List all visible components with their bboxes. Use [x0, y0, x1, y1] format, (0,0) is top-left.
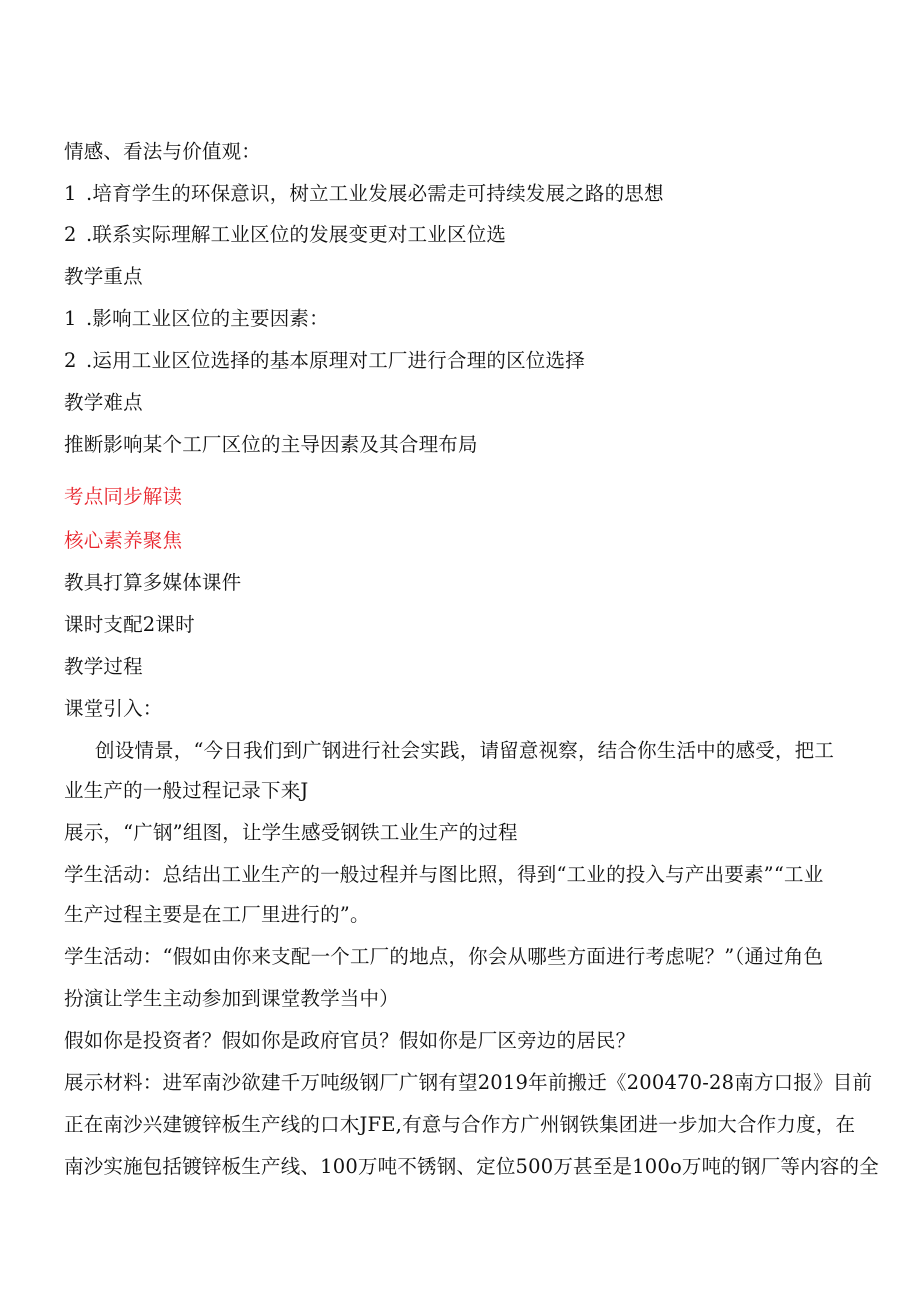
list-number: 1 [64, 307, 77, 330]
list-number: 1 [64, 182, 77, 205]
activity-1-line-2: 生产过程主要是在工厂里进行的”。 [64, 903, 370, 926]
attitude-item-1 [64, 181, 864, 207]
list-item-text: .联系实际理解工业区位的发展变更对工业区位选 [86, 223, 507, 246]
list-item-text: .影响工业区位的主要因素： [86, 307, 329, 330]
sync-heading: 考点同步解读 [64, 485, 183, 508]
hours-line: 课时支配2课时 [64, 613, 195, 636]
roles-line: 假如你是投资者？假如你是政府官员？假如你是厂区旁边的居民？ [64, 1029, 636, 1052]
attitude-item-2 [64, 222, 864, 248]
activity-2-line-1: 学生活动：“假如由你来支配一个工厂的地点，你会从哪些方面进行考虑呢？”（通过角色 [64, 945, 824, 968]
activity-2-line-2: 扮演让学生主动参加到课堂教学当中） [64, 987, 399, 1010]
attitude-heading: 情感、看法与价值观： [64, 140, 262, 163]
difficulty-text: 推断影响某个工厂区位的主导因素及其合理布局 [64, 433, 478, 456]
process-heading: 教学过程 [64, 655, 143, 678]
list-number: 2 [64, 223, 77, 246]
core-heading: 核心素养聚焦 [64, 529, 183, 552]
show-line: 展示，“广钢”组图，让学生感受钢铁工业生产的过程 [64, 821, 518, 844]
key-point-1 [64, 306, 864, 332]
intro-heading: 课堂引入： [64, 697, 163, 720]
list-item-text: .运用工业区位选择的基本原理对工厂进行合理的区位选择 [86, 349, 585, 372]
key-points-heading: 教学重点 [64, 265, 143, 288]
list-number: 2 [64, 349, 77, 372]
activity-1-line-1: 学生活动：总结出工业生产的一般过程并与图比照，得到“工业的投入与产出要素”“工业 [64, 863, 824, 886]
list-item-text: .培育学生的环保意识，树立工业发展必需走可持续发展之路的思想 [86, 182, 664, 205]
tools-line: 教具打算多媒体课件 [64, 571, 242, 594]
scenario-paragraph-line-1: 创设情景，“今日我们到广钢进行社会实践，请留意视察，结合你生活中的感受，把工 [95, 739, 835, 762]
scenario-paragraph-line-2: 业生产的一般过程记录下来J [64, 779, 309, 802]
material-line-1: 展示材料：进军南沙欲建千万吨级钢厂广钢有望2019年前搬迁《200470-28南方口报》目前 [64, 1071, 873, 1094]
material-line-3: 南沙实施包括镀锌板生产线、100万吨不锈钢、定位500万甚至是100o万吨的钢厂等内容的全 [64, 1155, 879, 1178]
difficulty-heading: 教学难点 [64, 391, 143, 414]
key-point-2 [64, 348, 864, 374]
material-line-2: 正在南沙兴建镀锌板生产线的口木JFE,有意与合作方广州钢铁集团进一步加大合作力度，在 [64, 1113, 856, 1136]
